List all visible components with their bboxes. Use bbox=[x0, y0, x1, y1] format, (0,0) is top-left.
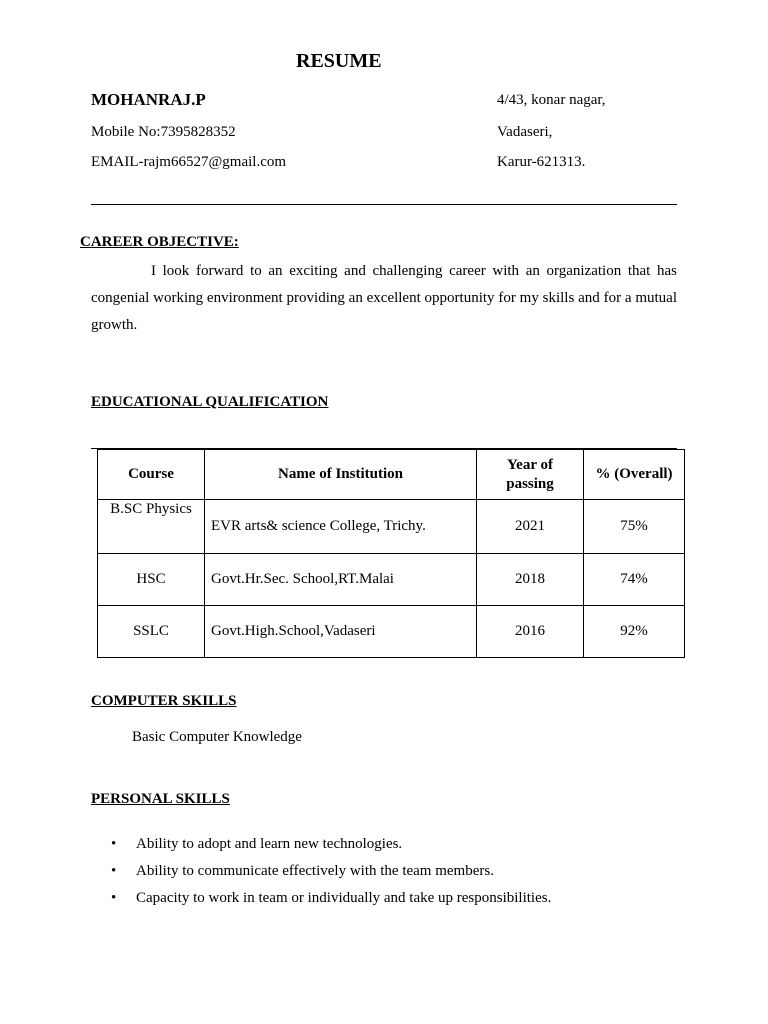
table-row bbox=[98, 606, 685, 658]
personal-skills-heading: PERSONAL SKILLS bbox=[91, 791, 230, 807]
list-item-text: Capacity to work in team or individually and take up responsibilities. bbox=[136, 890, 552, 906]
personal-skills-list bbox=[91, 832, 551, 913]
institution-cell: EVR arts& science College, Trichy. bbox=[205, 500, 477, 554]
table-row bbox=[98, 554, 685, 606]
bullet-icon: • bbox=[111, 863, 117, 879]
list-item-text: Ability to adopt and learn new technologies. bbox=[136, 836, 403, 852]
education-heading: EDUCATIONAL QUALIFICATION bbox=[91, 394, 329, 410]
institution-cell: Govt.High.School,Vadaseri bbox=[205, 606, 477, 658]
course-cell: B.SC Physics bbox=[98, 500, 205, 554]
candidate-name: MOHANRAJ.P bbox=[91, 90, 206, 109]
table-row bbox=[98, 500, 685, 554]
email-address: EMAIL-rajm66527@gmail.com bbox=[91, 154, 287, 170]
column-header-percent: % (Overall) bbox=[584, 450, 685, 500]
percent-cell: 75% bbox=[584, 500, 685, 554]
career-objective-text: I look forward to an exciting and challenging career with an organization that has congenial working environment providing an excellent opportunity for my skills and for a mutual growth. bbox=[91, 263, 677, 333]
computer-skills-text: Basic Computer Knowledge bbox=[132, 729, 302, 745]
percent-cell: 74% bbox=[584, 554, 685, 606]
institution-cell: Govt.Hr.Sec. School,RT.Malai bbox=[205, 554, 477, 606]
header-divider bbox=[91, 204, 677, 205]
column-header-institution: Name of Institution bbox=[205, 450, 477, 500]
mobile-number: Mobile No:7395828352 bbox=[91, 124, 236, 140]
career-objective-heading: CAREER OBJECTIVE: bbox=[80, 234, 239, 250]
course-cell: HSC bbox=[98, 554, 205, 606]
course-cell: SSLC bbox=[98, 606, 205, 658]
list-item bbox=[91, 832, 551, 859]
column-header-year: Year of passing bbox=[477, 450, 584, 500]
list-item-text: Ability to communicate effectively with the team members. bbox=[136, 863, 494, 879]
year-cell: 2021 bbox=[477, 500, 584, 554]
percent-cell: 92% bbox=[584, 606, 685, 658]
address-line-2: Vadaseri, bbox=[497, 124, 553, 140]
year-cell: 2016 bbox=[477, 606, 584, 658]
list-item bbox=[91, 886, 551, 913]
address-line-1: 4/43, konar nagar, bbox=[497, 92, 606, 108]
bullet-icon: • bbox=[111, 890, 117, 906]
education-table bbox=[97, 449, 685, 658]
resume-title: RESUME bbox=[296, 50, 382, 72]
bullet-icon: • bbox=[111, 836, 117, 852]
column-header-course: Course bbox=[98, 450, 205, 500]
table-header-row bbox=[98, 450, 685, 500]
computer-skills-heading: COMPUTER SKILLS bbox=[91, 693, 237, 709]
address-line-3: Karur-621313. bbox=[497, 154, 586, 170]
year-cell: 2018 bbox=[477, 554, 584, 606]
list-item bbox=[91, 859, 551, 886]
